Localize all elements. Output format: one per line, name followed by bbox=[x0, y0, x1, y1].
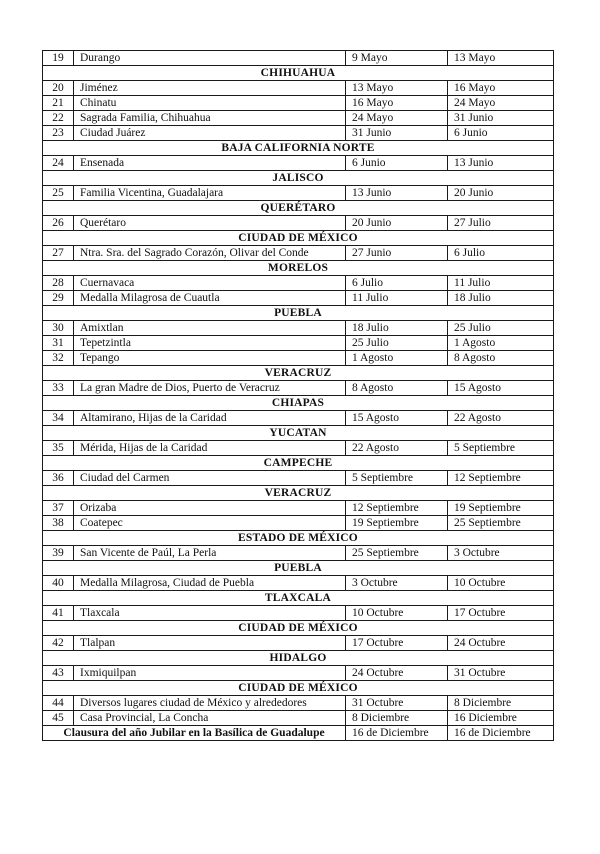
start-date: 25 Julio bbox=[346, 336, 448, 351]
table-row bbox=[43, 546, 554, 561]
state-header-label: TLAXCALA bbox=[43, 591, 554, 606]
end-date: 13 Mayo bbox=[448, 51, 554, 66]
state-header-label: CHIHUAHUA bbox=[43, 66, 554, 81]
row-number: 45 bbox=[43, 711, 74, 726]
row-number: 22 bbox=[43, 111, 74, 126]
table-row bbox=[43, 501, 554, 516]
table-row bbox=[43, 111, 554, 126]
start-date: 31 Octubre bbox=[346, 696, 448, 711]
row-number: 32 bbox=[43, 351, 74, 366]
state-header-row bbox=[43, 201, 554, 216]
start-date: 12 Septiembre bbox=[346, 501, 448, 516]
state-header-label: CAMPECHE bbox=[43, 456, 554, 471]
start-date: 19 Septiembre bbox=[346, 516, 448, 531]
state-header-row bbox=[43, 306, 554, 321]
table-row bbox=[43, 336, 554, 351]
location-name: Medalla Milagrosa de Cuautla bbox=[74, 291, 346, 306]
location-name: Diversos lugares ciudad de México y alrededores bbox=[74, 696, 346, 711]
row-number: 28 bbox=[43, 276, 74, 291]
location-name: Sagrada Familia, Chihuahua bbox=[74, 111, 346, 126]
end-date: 17 Octubre bbox=[448, 606, 554, 621]
row-number: 41 bbox=[43, 606, 74, 621]
state-header-label: CHIAPAS bbox=[43, 396, 554, 411]
start-date: 6 Julio bbox=[346, 276, 448, 291]
state-header-row bbox=[43, 531, 554, 546]
state-header-label: CIUDAD DE MÉXICO bbox=[43, 621, 554, 636]
location-name: Ensenada bbox=[74, 156, 346, 171]
row-number: 43 bbox=[43, 666, 74, 681]
end-date: 6 Julio bbox=[448, 246, 554, 261]
row-number: 33 bbox=[43, 381, 74, 396]
state-header-label: HIDALGO bbox=[43, 651, 554, 666]
row-number: 44 bbox=[43, 696, 74, 711]
table-row bbox=[43, 696, 554, 711]
start-date: 13 Mayo bbox=[346, 81, 448, 96]
row-number: 20 bbox=[43, 81, 74, 96]
end-date: 18 Julio bbox=[448, 291, 554, 306]
location-name: Ixmiquilpan bbox=[74, 666, 346, 681]
state-header-label: VERACRUZ bbox=[43, 366, 554, 381]
start-date: 16 Mayo bbox=[346, 96, 448, 111]
start-date: 22 Agosto bbox=[346, 441, 448, 456]
state-header-row bbox=[43, 681, 554, 696]
state-header-row bbox=[43, 591, 554, 606]
row-number: 23 bbox=[43, 126, 74, 141]
state-header-row bbox=[43, 141, 554, 156]
location-name: Tepango bbox=[74, 351, 346, 366]
end-date: 16 Diciembre bbox=[448, 711, 554, 726]
location-name: Familia Vicentina, Guadalajara bbox=[74, 186, 346, 201]
location-name: Durango bbox=[74, 51, 346, 66]
location-name: Cuernavaca bbox=[74, 276, 346, 291]
row-number: 37 bbox=[43, 501, 74, 516]
location-name: Ntra. Sra. del Sagrado Corazón, Olivar del Conde bbox=[74, 246, 346, 261]
start-date: 25 Septiembre bbox=[346, 546, 448, 561]
state-header-row bbox=[43, 366, 554, 381]
start-date: 17 Octubre bbox=[346, 636, 448, 651]
table-row bbox=[43, 441, 554, 456]
row-number: 29 bbox=[43, 291, 74, 306]
closing-label: Clausura del año Jubilar en la Basílica de Guadalupe bbox=[43, 726, 346, 741]
end-date: 24 Octubre bbox=[448, 636, 554, 651]
row-number: 31 bbox=[43, 336, 74, 351]
location-name: Orizaba bbox=[74, 501, 346, 516]
location-name: Altamirano, Hijas de la Caridad bbox=[74, 411, 346, 426]
location-name: Coatepec bbox=[74, 516, 346, 531]
row-number: 26 bbox=[43, 216, 74, 231]
start-date: 8 Agosto bbox=[346, 381, 448, 396]
location-name: Medalla Milagrosa, Ciudad de Puebla bbox=[74, 576, 346, 591]
end-date: 16 de Diciembre bbox=[448, 726, 554, 741]
state-header-row bbox=[43, 651, 554, 666]
state-header-row bbox=[43, 261, 554, 276]
start-date: 18 Julio bbox=[346, 321, 448, 336]
start-date: 10 Octubre bbox=[346, 606, 448, 621]
location-name: San Vicente de Paúl, La Perla bbox=[74, 546, 346, 561]
table-row bbox=[43, 711, 554, 726]
start-date: 20 Junio bbox=[346, 216, 448, 231]
end-date: 31 Junio bbox=[448, 111, 554, 126]
location-name: Mérida, Hijas de la Caridad bbox=[74, 441, 346, 456]
table-row bbox=[43, 351, 554, 366]
end-date: 8 Diciembre bbox=[448, 696, 554, 711]
row-number: 34 bbox=[43, 411, 74, 426]
table-row bbox=[43, 381, 554, 396]
schedule-table bbox=[42, 50, 554, 741]
table-row bbox=[43, 471, 554, 486]
table-row bbox=[43, 606, 554, 621]
table-row bbox=[43, 186, 554, 201]
end-date: 12 Septiembre bbox=[448, 471, 554, 486]
end-date: 27 Julio bbox=[448, 216, 554, 231]
location-name: Amixtlan bbox=[74, 321, 346, 336]
end-date: 25 Septiembre bbox=[448, 516, 554, 531]
table-row bbox=[43, 126, 554, 141]
end-date: 8 Agosto bbox=[448, 351, 554, 366]
state-header-row bbox=[43, 396, 554, 411]
start-date: 1 Agosto bbox=[346, 351, 448, 366]
location-name: Ciudad Juárez bbox=[74, 126, 346, 141]
state-header-label: YUCATAN bbox=[43, 426, 554, 441]
end-date: 13 Junio bbox=[448, 156, 554, 171]
row-number: 35 bbox=[43, 441, 74, 456]
state-header-label: VERACRUZ bbox=[43, 486, 554, 501]
end-date: 25 Julio bbox=[448, 321, 554, 336]
state-header-row bbox=[43, 621, 554, 636]
location-name: Tepetzintla bbox=[74, 336, 346, 351]
table-row bbox=[43, 576, 554, 591]
end-date: 1 Agosto bbox=[448, 336, 554, 351]
end-date: 15 Agosto bbox=[448, 381, 554, 396]
location-name: Jiménez bbox=[74, 81, 346, 96]
state-header-label: JALISCO bbox=[43, 171, 554, 186]
start-date: 16 de Diciembre bbox=[346, 726, 448, 741]
row-number: 38 bbox=[43, 516, 74, 531]
end-date: 3 Octubre bbox=[448, 546, 554, 561]
row-number: 39 bbox=[43, 546, 74, 561]
state-header-label: MORELOS bbox=[43, 261, 554, 276]
end-date: 6 Junio bbox=[448, 126, 554, 141]
state-header-row bbox=[43, 456, 554, 471]
location-name: Tlalpan bbox=[74, 636, 346, 651]
end-date: 24 Mayo bbox=[448, 96, 554, 111]
start-date: 31 Junio bbox=[346, 126, 448, 141]
table-row bbox=[43, 156, 554, 171]
end-date: 19 Septiembre bbox=[448, 501, 554, 516]
state-header-row bbox=[43, 66, 554, 81]
row-number: 42 bbox=[43, 636, 74, 651]
row-number: 19 bbox=[43, 51, 74, 66]
state-header-row bbox=[43, 426, 554, 441]
table-row bbox=[43, 246, 554, 261]
table-row bbox=[43, 636, 554, 651]
location-name: Casa Provincial, La Concha bbox=[74, 711, 346, 726]
row-number: 25 bbox=[43, 186, 74, 201]
end-date: 10 Octubre bbox=[448, 576, 554, 591]
row-number: 40 bbox=[43, 576, 74, 591]
end-date: 22 Agosto bbox=[448, 411, 554, 426]
state-header-row bbox=[43, 561, 554, 576]
row-number: 21 bbox=[43, 96, 74, 111]
end-date: 31 Octubre bbox=[448, 666, 554, 681]
table-row bbox=[43, 411, 554, 426]
table-row bbox=[43, 216, 554, 231]
start-date: 11 Julio bbox=[346, 291, 448, 306]
table-row bbox=[43, 276, 554, 291]
end-date: 11 Julio bbox=[448, 276, 554, 291]
start-date: 9 Mayo bbox=[346, 51, 448, 66]
start-date: 24 Mayo bbox=[346, 111, 448, 126]
start-date: 13 Junio bbox=[346, 186, 448, 201]
location-name: Querétaro bbox=[74, 216, 346, 231]
row-number: 30 bbox=[43, 321, 74, 336]
state-header-row bbox=[43, 486, 554, 501]
row-number: 27 bbox=[43, 246, 74, 261]
row-number: 36 bbox=[43, 471, 74, 486]
start-date: 27 Junio bbox=[346, 246, 448, 261]
state-header-row bbox=[43, 171, 554, 186]
state-header-label: CIUDAD DE MÉXICO bbox=[43, 681, 554, 696]
table-row bbox=[43, 81, 554, 96]
table-row bbox=[43, 51, 554, 66]
start-date: 8 Diciembre bbox=[346, 711, 448, 726]
closing-row bbox=[43, 726, 554, 741]
start-date: 24 Octubre bbox=[346, 666, 448, 681]
schedule-table-body bbox=[43, 51, 554, 741]
table-row bbox=[43, 321, 554, 336]
state-header-label: PUEBLA bbox=[43, 306, 554, 321]
state-header-label: QUERÉTARO bbox=[43, 201, 554, 216]
start-date: 15 Agosto bbox=[346, 411, 448, 426]
start-date: 3 Octubre bbox=[346, 576, 448, 591]
state-header-label: ESTADO DE MÉXICO bbox=[43, 531, 554, 546]
end-date: 5 Septiembre bbox=[448, 441, 554, 456]
start-date: 6 Junio bbox=[346, 156, 448, 171]
table-row bbox=[43, 291, 554, 306]
table-row bbox=[43, 666, 554, 681]
state-header-label: CIUDAD DE MÉXICO bbox=[43, 231, 554, 246]
state-header-row bbox=[43, 231, 554, 246]
table-row bbox=[43, 516, 554, 531]
end-date: 20 Junio bbox=[448, 186, 554, 201]
end-date: 16 Mayo bbox=[448, 81, 554, 96]
location-name: Chinatu bbox=[74, 96, 346, 111]
location-name: Tlaxcala bbox=[74, 606, 346, 621]
location-name: La gran Madre de Dios, Puerto de Veracruz bbox=[74, 381, 346, 396]
start-date: 5 Septiembre bbox=[346, 471, 448, 486]
row-number: 24 bbox=[43, 156, 74, 171]
location-name: Ciudad del Carmen bbox=[74, 471, 346, 486]
state-header-label: PUEBLA bbox=[43, 561, 554, 576]
table-row bbox=[43, 96, 554, 111]
state-header-label: BAJA CALIFORNIA NORTE bbox=[43, 141, 554, 156]
